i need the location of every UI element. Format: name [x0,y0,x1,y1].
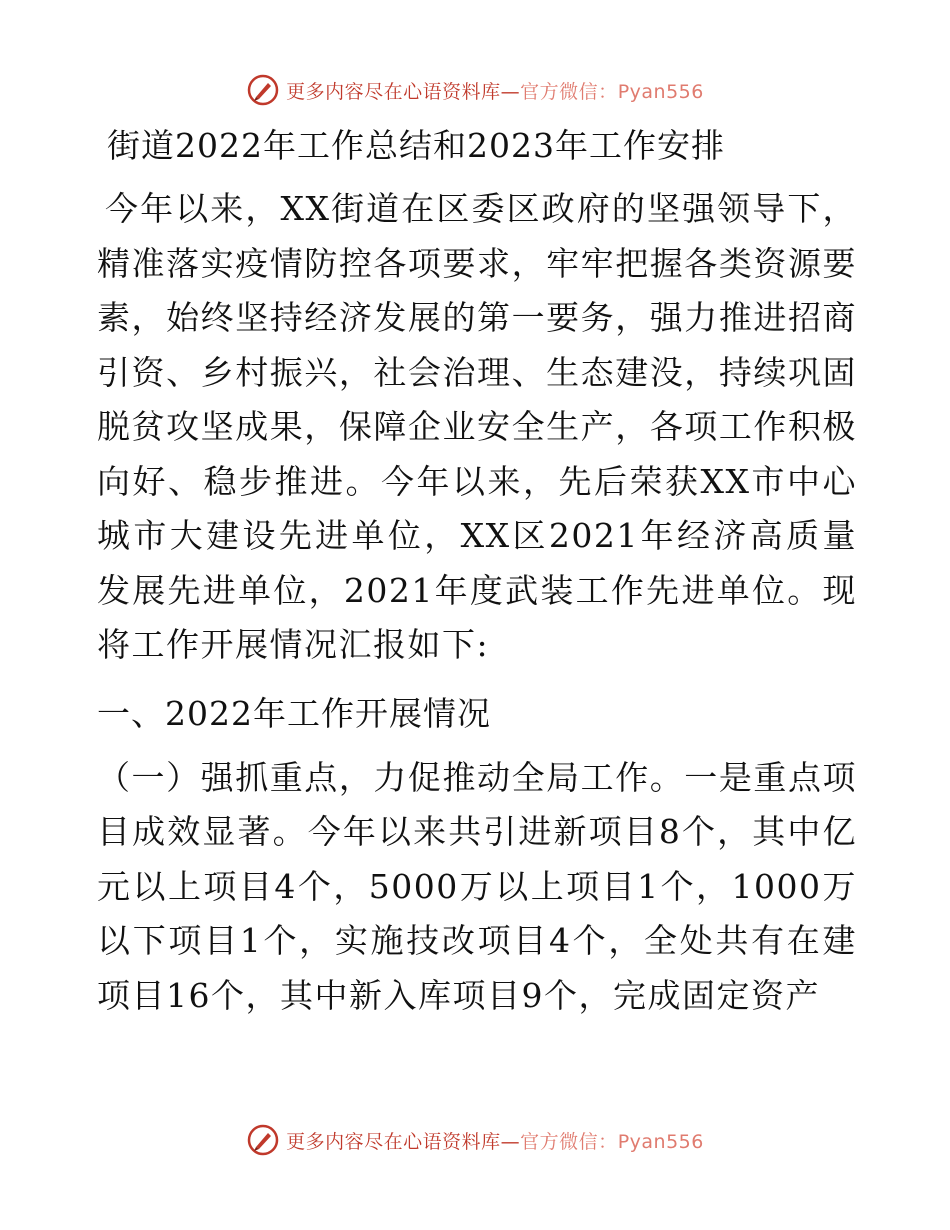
intro-paragraph: 今年以来，XX街道在区委区政府的坚强领导下，精准落实疫情防控各项要求，牢牢把握各类资源要素，始终坚持经济发展的第一要务，强力推进招商引资、乡村振兴，社会治理、生态建没，持续巩固脱贫攻坚成果，保障企业安全生产，各项工作积极向好、稳步推进。今年以来，先后荣获XX市中心城市大建设先进单位，XX区2021年经济高质量发展先进单位，2021年度武装工作先进单位。现将工作开展情况汇报如下: [97,189,857,664]
banner-wechat-id: Pyan556 [617,1130,704,1153]
banner-wechat-label: 官方微信： [520,80,618,103]
section-heading: 一、2022年工作开展情况 [97,693,491,733]
banner-text [286,77,704,104]
section-paragraph: （一）强抓重点，力促推动全局工作。一是重点项目成效显著。今年以来共引进新项目8个，其中亿元以上项目4个，5000万以上项目1个，1000万以下项目1个，实施技改项目4个，全处共有在建项目16个，其中新入库项目9个，完成固定资产 [97,757,857,1015]
banner-site-text: 更多内容尽在心语资料库 [286,1130,501,1153]
document-title: 街道2022年工作总结和2023年工作安排 [107,126,725,165]
footer-banner[interactable] [0,1120,950,1160]
document-body [97,120,857,1023]
banner-site-text: 更多内容尽在心语资料库 [286,80,501,103]
banner-wechat-id: Pyan556 [617,80,704,103]
pen-logo-icon [246,1123,280,1157]
banner-text [286,1127,704,1154]
header-banner[interactable] [0,70,950,110]
pen-logo-icon [246,73,280,107]
banner-wechat-label: 官方微信： [520,1130,618,1153]
banner-dash: — [500,80,521,103]
banner-dash: — [500,1130,521,1153]
